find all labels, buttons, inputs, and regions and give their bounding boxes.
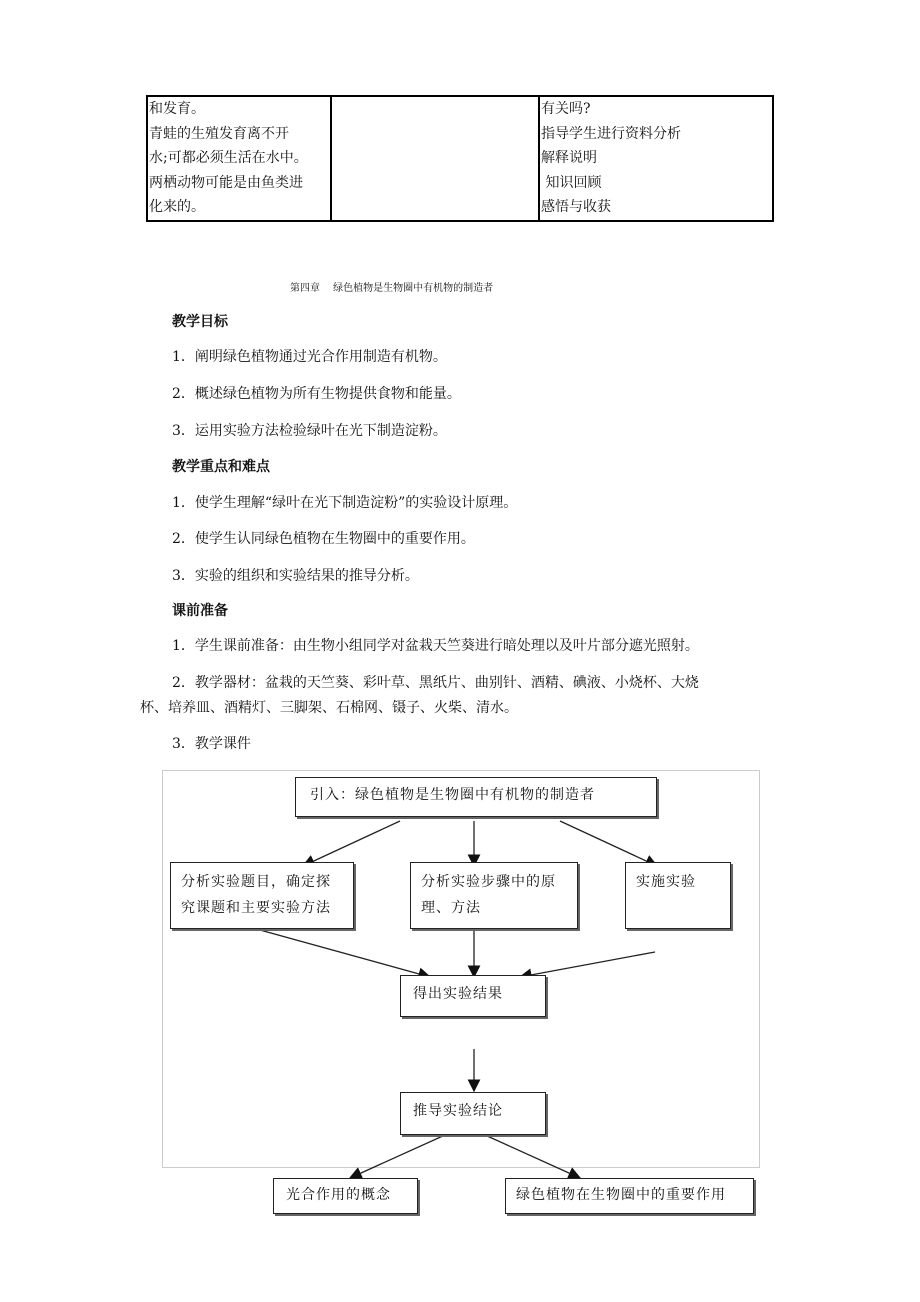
cell-line: 两栖动物可能是由鱼类进: [149, 174, 303, 191]
arrow: [560, 821, 657, 866]
flow-output2-box: [505, 1178, 754, 1214]
flow-text: 分析实验步骤中的原: [421, 874, 556, 890]
paragraph: 1．使学生理解“绿叶在光下制造淀粉”的实验设计原理。: [172, 495, 518, 511]
paragraph: 1．学生课前准备：由生物小组同学对盆栽天竺葵进行暗处理以及叶片部分遮光照射。: [172, 638, 699, 654]
flow-text: 光合作用的概念: [286, 1187, 391, 1203]
flow-result-box: [400, 975, 546, 1017]
arrow: [260, 930, 430, 977]
cell-line: 指导学生进行资料分析: [541, 125, 681, 142]
flow-text: 理、方法: [421, 900, 481, 916]
cell-line: 和发育。: [149, 101, 205, 117]
flow-text: 绿色植物在生物圈中的重要作用: [516, 1187, 726, 1203]
arrow: [350, 1135, 445, 1178]
arrow: [485, 1135, 580, 1178]
paragraph: 杯、培养皿、酒精灯、三脚架、石棉网、镊子、火柴、清水。: [140, 700, 518, 716]
flow-output1-box: [273, 1178, 418, 1214]
arrow: [303, 821, 400, 866]
flow-step2-box: [410, 862, 578, 929]
flow-text: 引入：绿色植物是生物圈中有机物的制造者: [310, 787, 595, 803]
cell-line: 解释说明: [541, 150, 597, 166]
paragraph: 2．使学生认同绿色植物在生物圈中的重要作用。: [172, 531, 475, 547]
flow-text: 究课题和主要实验方法: [181, 900, 331, 916]
paragraph: 3．运用实验方法检验绿叶在光下制造淀粉。: [172, 423, 447, 439]
flow-text: 得出实验结果: [413, 986, 503, 1002]
chapter-title: 第四章 绿色植物是生物圈中有机物的制造者: [290, 283, 494, 294]
heading-key-points: 教学重点和难点: [172, 459, 270, 475]
cell-line: 知识回顾: [541, 174, 602, 191]
flow-conclusion-box: [400, 1092, 546, 1135]
arrow: [520, 952, 655, 977]
cell-line: 有关吗?: [541, 101, 591, 117]
flow-text: 分析实验题目，确定探: [181, 874, 331, 890]
paragraph: 2．教学器材：盆栽的天竺葵、彩叶草、黑纸片、曲别针、酒精、碘液、小烧杯、大烧: [172, 675, 699, 691]
paragraph: 3．教学课件: [172, 736, 251, 752]
flow-text: 推导实验结论: [413, 1103, 503, 1119]
flow-step3-box: [625, 862, 731, 929]
flow-step1-box: [170, 862, 354, 929]
cell-line: 感悟与收获: [541, 199, 611, 215]
cell-line: 水;可都必须生活在水中。: [149, 150, 308, 166]
flow-text: 实施实验: [636, 874, 696, 890]
paragraph: 3．实验的组织和实验结果的推导分析。: [172, 568, 419, 584]
cell-line: 化来的。: [149, 199, 205, 215]
paragraph: 2．概述绿色植物为所有生物提供食物和能量。: [172, 386, 461, 402]
heading-preparation: 课前准备: [172, 603, 228, 619]
flow-intro-box: [295, 777, 657, 817]
cell-line: 青蛙的生殖发育离不开: [149, 125, 289, 142]
paragraph: 1．阐明绿色植物通过光合作用制造有机物。: [172, 349, 447, 365]
heading-objectives: 教学目标: [172, 314, 228, 330]
